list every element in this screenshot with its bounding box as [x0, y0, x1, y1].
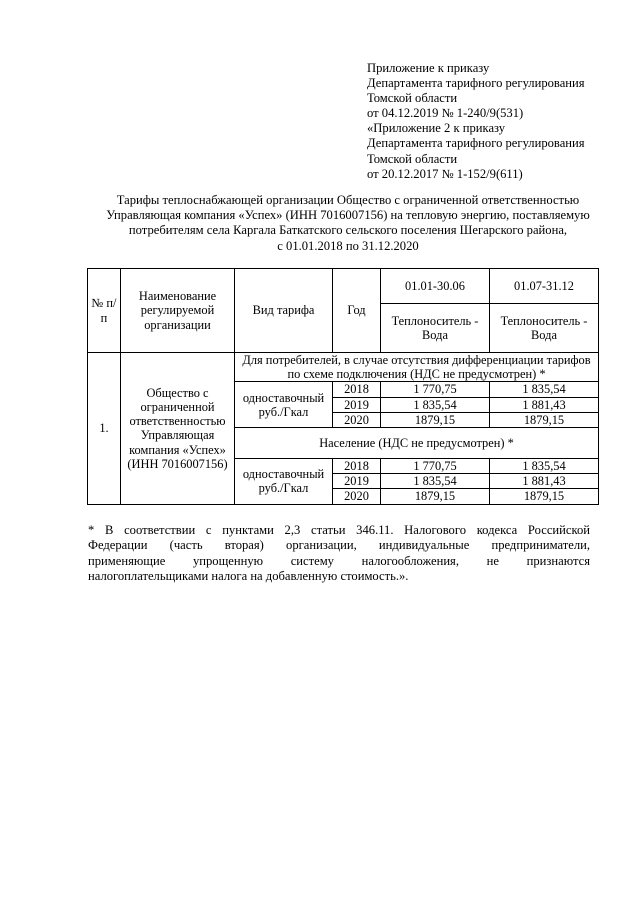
appendix-line: «Приложение 2 к приказу	[367, 121, 506, 136]
tariff-type-cell: одноставочный руб./Гкал	[235, 382, 333, 428]
year-cell: 2018	[333, 382, 381, 397]
header-year: Год	[333, 269, 381, 353]
appendix-line: от 04.12.2019 № 1-240/9(531)	[367, 106, 524, 121]
year-cell: 2020	[333, 489, 381, 504]
value-cell: 1 770,75	[381, 382, 490, 397]
footnote-line: Федерации (часть вторая) организации, индивидуальные предприниматели,	[88, 538, 590, 553]
value-cell: 1 835,54	[381, 474, 490, 489]
header-org: Наименование регулируемой организации	[121, 269, 235, 353]
value-cell: 1 881,43	[490, 474, 599, 489]
tariff-type-cell: одноставочный руб./Гкал	[235, 459, 333, 505]
value-cell: 1879,15	[490, 412, 599, 427]
value-cell: 1879,15	[381, 489, 490, 504]
appendix-line: Департамента тарифного регулирования	[367, 76, 585, 91]
value-cell: 1 835,54	[490, 382, 599, 397]
appendix-line: Томской области	[367, 91, 458, 106]
value-cell: 1 835,54	[490, 459, 599, 474]
header-period-1: 01.01-30.06	[381, 269, 490, 304]
section-label-consumers: Для потребителей, в случае отсутствия дифференциации тарифов по схеме подключения (НДС не предусмотрен) *	[235, 353, 599, 382]
section-label-population: Население (НДС не предусмотрен) *	[235, 428, 599, 459]
appendix-line: от 20.12.2017 № 1-152/9(611)	[367, 166, 523, 181]
value-cell: 1 835,54	[381, 397, 490, 412]
value-cell: 1879,15	[381, 412, 490, 427]
header-carrier-2: Теплоноситель - Вода	[490, 304, 599, 353]
appendix-header	[367, 61, 637, 182]
year-cell: 2019	[333, 474, 381, 489]
row-number: 1.	[88, 353, 121, 505]
title-line: с 01.01.2018 по 31.12.2020	[277, 238, 419, 253]
appendix-line: Томской области	[367, 151, 458, 166]
org-name: Общество с ограниченной ответственностью Управляющая компания «Успех» (ИНН 7016007156)	[121, 353, 235, 505]
year-cell: 2019	[333, 397, 381, 412]
footnote	[88, 523, 590, 585]
header-carrier-1: Теплоноситель - Вода	[381, 304, 490, 353]
year-cell: 2018	[333, 459, 381, 474]
appendix-line: Департамента тарифного регулирования	[367, 136, 585, 151]
table-header-row	[88, 269, 599, 304]
footnote-line: применяющие упрощенную систему налогообложения, не признаются	[88, 553, 590, 568]
header-num: № п/п	[88, 269, 121, 353]
footnote-line: * В соответствии с пунктами 2,3 статьи 346.11. Налогового кодекса Российской	[88, 523, 590, 537]
section-row	[88, 353, 599, 382]
title-line: Тарифы теплоснабжающей организации Общество с ограниченной ответственностью	[116, 193, 580, 207]
value-cell: 1 770,75	[381, 459, 490, 474]
tariff-table	[87, 268, 599, 505]
value-cell: 1879,15	[490, 489, 599, 504]
footnote-line: налогоплательщиками налога на добавленную стоимость.».	[88, 569, 409, 584]
header-period-2: 01.07-31.12	[490, 269, 599, 304]
title-line: потребителям села Каргала Баткатского сельского поселения Шегарского района,	[128, 223, 568, 238]
title-line: Управляющая компания «Успех» (ИНН 7016007156) на тепловую энергию, поставляемую	[106, 208, 590, 223]
document-title	[80, 193, 616, 254]
year-cell: 2020	[333, 412, 381, 427]
value-cell: 1 881,43	[490, 397, 599, 412]
header-tariff-type: Вид тарифа	[235, 269, 333, 353]
appendix-line: Приложение к приказу	[367, 61, 490, 75]
